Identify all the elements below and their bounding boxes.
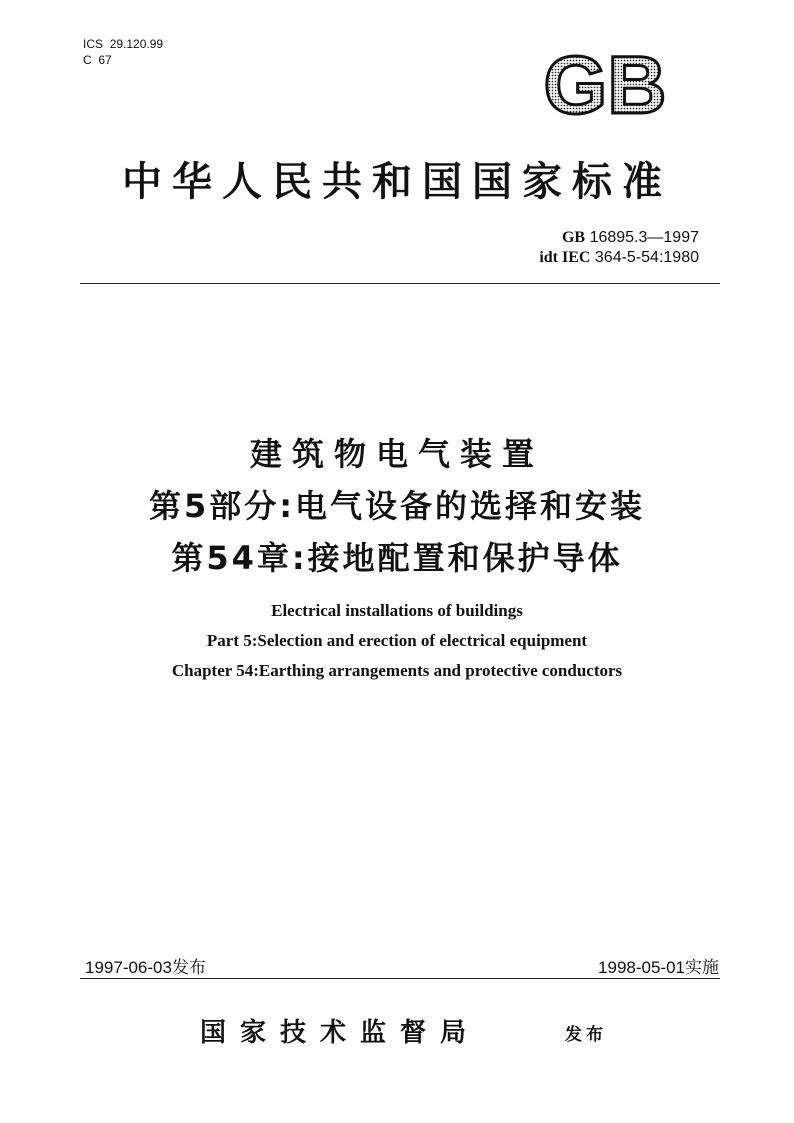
en-title-line1: Electrical installations of buildings <box>271 601 523 620</box>
zh-title-line3: 第54章:接地配置和保护导体 <box>171 539 623 577</box>
ics-code: 29.120.99 <box>109 37 164 51</box>
ccs-label: C <box>83 53 92 67</box>
ccs-code: 67 <box>98 53 112 67</box>
publisher-action: 发布 <box>565 1025 607 1045</box>
zh-title-line1: 建筑物电气装置 <box>249 435 544 473</box>
idt-number: 364-5-54:1980 <box>594 249 699 266</box>
english-title <box>0 596 794 686</box>
ccs-row <box>83 52 163 68</box>
en-title-line2: Part 5:Selection and erection of electrical equipment <box>206 631 588 650</box>
classification-codes <box>83 36 163 68</box>
en-title-line3: Chapter 54:Earthing arrangements and protective conductors <box>171 661 623 680</box>
chinese-title <box>0 428 794 584</box>
idt-label: idt IEC <box>539 249 591 266</box>
gb-logo <box>530 50 680 120</box>
implementation-date: 1998-05-01实施 <box>598 958 719 977</box>
gb-logo-text: GB <box>543 50 667 120</box>
publisher-name: 国家技术监督局 <box>200 1018 481 1048</box>
issue-date: 1997-06-03发布 <box>85 958 206 977</box>
gb-label: GB <box>561 229 586 246</box>
standard-number-block <box>539 228 699 268</box>
idt-row <box>539 248 699 268</box>
gb-number: 16895.3—1997 <box>589 229 699 246</box>
standard-type-title: 中华人民共和国国家标准 <box>122 158 672 205</box>
top-divider <box>80 283 720 284</box>
ics-label: ICS <box>83 37 104 51</box>
ics-row <box>83 36 163 52</box>
bottom-divider <box>80 978 720 979</box>
gb-number-row <box>539 228 699 248</box>
zh-title-line2: 第5部分:电气设备的选择和安装 <box>148 487 646 525</box>
